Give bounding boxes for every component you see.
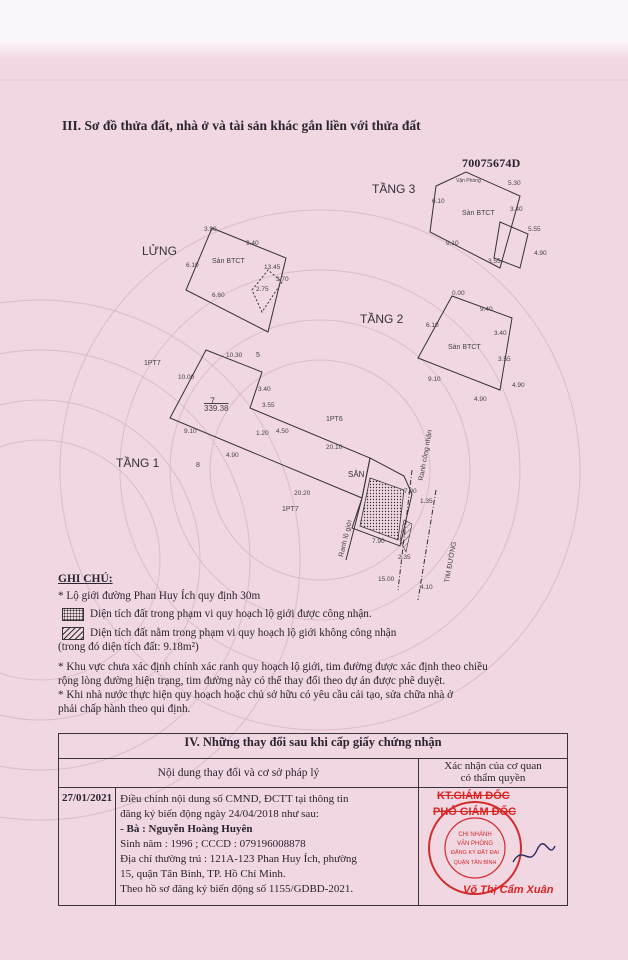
dim-label: 13.45	[264, 264, 281, 271]
dim-label: 4.90	[512, 382, 525, 389]
dim-label: 4.10	[420, 584, 433, 591]
entry-line: Địa chỉ thường trú : 121A-123 Phan Huy Ích, phường	[120, 853, 357, 865]
col-confirm-line2: có thẩm quyền	[460, 772, 526, 784]
changes-table	[58, 733, 568, 906]
dim-label: 6.60	[212, 292, 225, 299]
dim-label: 6.10	[426, 322, 439, 329]
floor3-room: Sàn BTCT	[462, 210, 495, 217]
dim-label: 3.40	[258, 386, 271, 393]
note-planning-line-2: phải chấp hành theo qui định.	[58, 703, 191, 715]
signature-scribble	[509, 840, 559, 870]
seal-text: CHI NHÁNH	[458, 832, 492, 838]
parcel-number: 7	[210, 396, 216, 406]
note-road-width: * Lộ giới đường Phan Huy Ích quy định 30m	[58, 590, 261, 602]
dim-label: 3.55	[488, 258, 501, 265]
entry-line: 15, quận Tân Bình, TP. Hồ Chí Minh.	[120, 868, 286, 880]
entry-date: 27/01/2021	[59, 788, 116, 906]
entry-line: đăng ký biến động ngày 24/04/2018 như sau:	[120, 808, 319, 820]
neighbor-1pt7-top: 1PT7	[144, 360, 161, 367]
floor2-room: Sàn BTCT	[448, 344, 481, 351]
hatched-area-swatch	[62, 627, 84, 640]
seal-text: ĐĂNG KÝ ĐẤT ĐAI	[451, 850, 499, 856]
dim-label: 3.40	[494, 330, 507, 337]
col-confirm-header	[419, 759, 568, 788]
floor2-label: TẦNG 2	[360, 312, 404, 326]
dim-label: 4.90	[474, 396, 487, 403]
section-3-title: III. Sơ đồ thửa đất, nhà ở và tài sản khác gắn liền với thửa đất	[62, 118, 421, 133]
legend-hatched-row	[58, 626, 548, 640]
stamp-kt: KT.GIÁM ĐỐC	[437, 790, 510, 802]
dim-label: 9.40	[246, 240, 259, 247]
col-content-header: Nội dung thay đổi và cơ sở pháp lý	[59, 759, 419, 788]
entry-line: Điều chỉnh nội dung số CMND, ĐCTT tại thông tin	[120, 793, 349, 805]
dim-label: 2.75	[256, 286, 269, 293]
dotted-area-swatch	[62, 608, 84, 621]
dim-label: 6.10	[186, 262, 199, 269]
parcel-area: 339.38	[204, 404, 229, 413]
floor1-label: TẦNG 1	[116, 456, 160, 470]
note-unclear-line-1: * Khu vực chưa xác định chính xác ranh quy hoạch lộ giới, tim đường được xác định theo chiều	[58, 661, 488, 673]
dim-label: 6.10	[432, 198, 445, 205]
signer-name: Võ Thị Cẩm Xuân	[463, 884, 554, 896]
entry-line: Sinh năm : 1996 ; CCCD : 079196008878	[120, 838, 306, 850]
notes-section	[58, 572, 548, 716]
floor3-small-room: Vận Phòng	[456, 178, 481, 184]
legend-dotted-text: Diện tích đất trong phạm vi quy hoạch lộ giới được công nhận.	[90, 608, 372, 620]
section-4-title: IV. Những thay đổi sau khi cấp giấy chứng nhận	[59, 734, 568, 759]
recognized-setback-area	[360, 478, 404, 540]
mezzanine-label: LỬNG	[142, 244, 177, 258]
dim-label: 7.90	[404, 488, 417, 495]
dim-label: 4.50	[276, 428, 289, 435]
floor3-label: TẦNG 3	[372, 182, 416, 196]
entry-line: Theo hồ sơ đăng ký biến động số 1155/GDBD-2021.	[120, 883, 354, 895]
seal-text: VĂN PHÒNG	[456, 841, 494, 847]
dim-label: 9.10	[184, 428, 197, 435]
mezzanine-room: Sàn BTCT	[212, 258, 245, 265]
dim-label: 3.40	[510, 206, 523, 213]
dim-label: 20.20	[294, 490, 311, 497]
neighbor-1pt6: 1PT6	[326, 416, 343, 423]
col-confirm-line1: Xác nhận của cơ quan	[444, 760, 542, 772]
entry-owner: - Bà : Nguyễn Hoàng Huyên	[120, 823, 253, 835]
dim-label: 2.35	[398, 554, 411, 561]
yard-label: SÂN	[348, 470, 365, 479]
unrecognized-setback-area	[400, 520, 412, 552]
confirmation-cell	[419, 788, 568, 906]
dim-label: 5.30	[508, 180, 521, 187]
seal-text: QUẬN TÂN BÌNH	[453, 860, 497, 866]
legend-hatched-area: (trong đó diện tích đất: 9.18m²)	[58, 641, 199, 653]
notes-heading: GHI CHÚ:	[58, 573, 113, 585]
road-edge-label: Ranh công nhận	[418, 429, 434, 482]
floor1-main	[170, 350, 370, 498]
neighbor-8: 8	[196, 462, 200, 469]
road-center-label: TIM ĐƯỜNG	[444, 541, 459, 584]
stamp-role: PHÓ GIÁM ĐỐC	[433, 806, 517, 818]
dim-label: 3.55	[498, 356, 511, 363]
neighbor-1pt7-bottom: 1PT7	[282, 506, 299, 513]
dim-label: 3.70	[276, 276, 289, 283]
dim-label: 4.90	[534, 250, 547, 257]
dim-label: 1.20	[256, 430, 269, 437]
serial-number: 70075674D	[462, 156, 521, 170]
entry-content	[116, 788, 419, 906]
dim-label: 1.35	[420, 498, 433, 505]
dim-label: 5.55	[528, 226, 541, 233]
dim-label: 9.10	[446, 240, 459, 247]
dim-label: 3.90	[204, 226, 217, 233]
dim-label: 15.00	[378, 576, 395, 583]
dim-label: 0.00	[452, 290, 465, 297]
dim-label: 9.10	[428, 376, 441, 383]
dim-label: 10.30	[226, 352, 243, 359]
dim-label: 10.00	[178, 374, 195, 381]
dim-label: 3.55	[262, 402, 275, 409]
neighbor-5: 5	[256, 352, 260, 359]
legend-hatched-text: Diện tích đất nằm trong phạm vi quy hoạch lộ giới không công nhận	[90, 627, 397, 639]
dim-label: 9.40	[480, 306, 493, 313]
setback-line-label: Ranh lộ giới	[338, 519, 354, 558]
note-unclear-line-2: rộng lòng đường hiện trạng, tim đường này có thể thay đổi theo dự án được phê duyệt.	[58, 675, 446, 687]
dim-label: 4.90	[226, 452, 239, 459]
legend-dotted-row	[58, 607, 548, 621]
note-planning-line-1: * Khi nhà nước thực hiện quy hoạch hoặc chủ sở hữu có yêu cầu cải tạo, sửa chữa nhà ở	[58, 689, 454, 701]
dim-label: 20.10	[326, 444, 343, 451]
floor3-outline	[430, 172, 520, 268]
mezzanine-outline	[186, 228, 286, 332]
dim-label: 7.90	[372, 538, 385, 545]
